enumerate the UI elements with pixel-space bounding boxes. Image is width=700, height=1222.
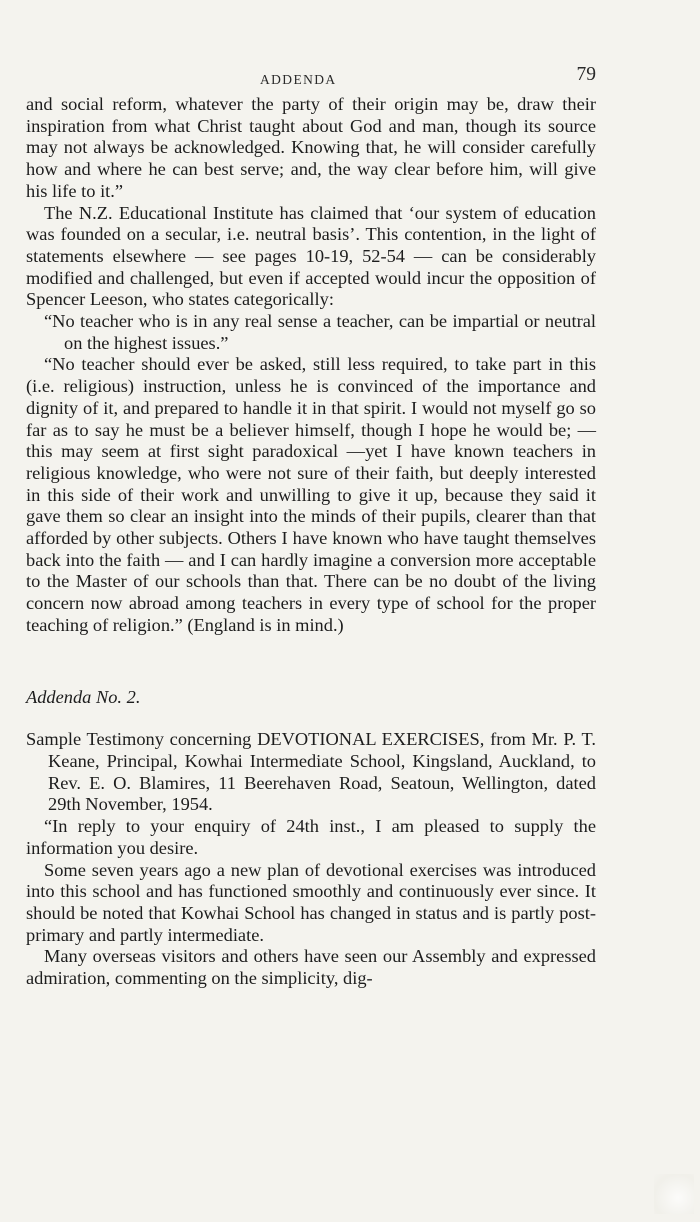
page-number: 79 (576, 64, 596, 85)
block-quote: “No teacher who is in any real sense a teacher, can be impartial or neutral on the highest issues.” (44, 311, 596, 353)
page-edge-mark (654, 1174, 694, 1214)
paragraph-continued: and social reform, whatever the party of their origin may be, draw their inspiration from what Christ taught about God and man, though its source may not always be acknowledged. Knowing that, he will consider carefully how and where he can best serve; and, the way clear before him, will give his life to it.” (26, 94, 596, 201)
text-body (26, 94, 596, 990)
sample-testimony-intro: Sample Testimony concerning DEVOTIONAL EXERCISES, from Mr. P. T. Keane, Principal, Kowhai Intermediate School, Kingsland, Auckland, to Rev. E. O. Blamires, 11 Beerehaven Road, Seatoun, Wellington, dated 29th November, 1954. (26, 729, 596, 815)
paragraph-devotional-plan: Some seven years ago a new plan of devotional exercises was introduced into this school and has functioned smoothly and continuously ever since. It should be noted that Kowhai School has changed in status and is partly post-primary and partly intermediate. (26, 859, 596, 945)
addenda-heading: Addenda No. 2. (26, 686, 141, 707)
running-head: ADDENDA (260, 72, 337, 87)
page-header (26, 62, 596, 92)
paragraph-leeson-quote: “No teacher should ever be asked, still less required, to take part in this (i.e. religious) instruction, unless he is convinced of the importance and dignity of it, and prepared to handle it in that spirit. I would not myself go so far as to say he must be a believer himself, though I hope he would be; — this may seem at first sight paradoxical —yet I have known teachers in religious knowledge, who were not sure of their faith, but deeply interested in this side of their work and unwilling to give it up, because they said it gave them so clear an insight into the minds of their pupils, clearer than that afforded by other subjects. Others I have known who have taught themselves back into the faith — and I can hardly imagine a conversion more acceptable to the Master of our schools than that. There can be no doubt of the living concern now abroad among teachers in every type of school for the proper teaching of religion.” (England is in mind.) (26, 354, 596, 635)
paragraph-educational-institute: The N.Z. Educational Institute has claimed that ‘our system of education was founded on a secular, i.e. neutral basis’. This contention, in the light of statements elsewhere — see pages 10-19, 52-54 — can be considerably modified and challenged, but even if accepted would incur the opposition of Spencer Leeson, who states categorically: (26, 202, 596, 310)
paragraph-reply: “In reply to your enquiry of 24th inst., I am pleased to supply the information you desire. (26, 816, 596, 858)
paragraph-visitors: Many overseas visitors and others have seen our Assembly and expressed admiration, commenting on the simplicity, dig- (26, 946, 596, 989)
